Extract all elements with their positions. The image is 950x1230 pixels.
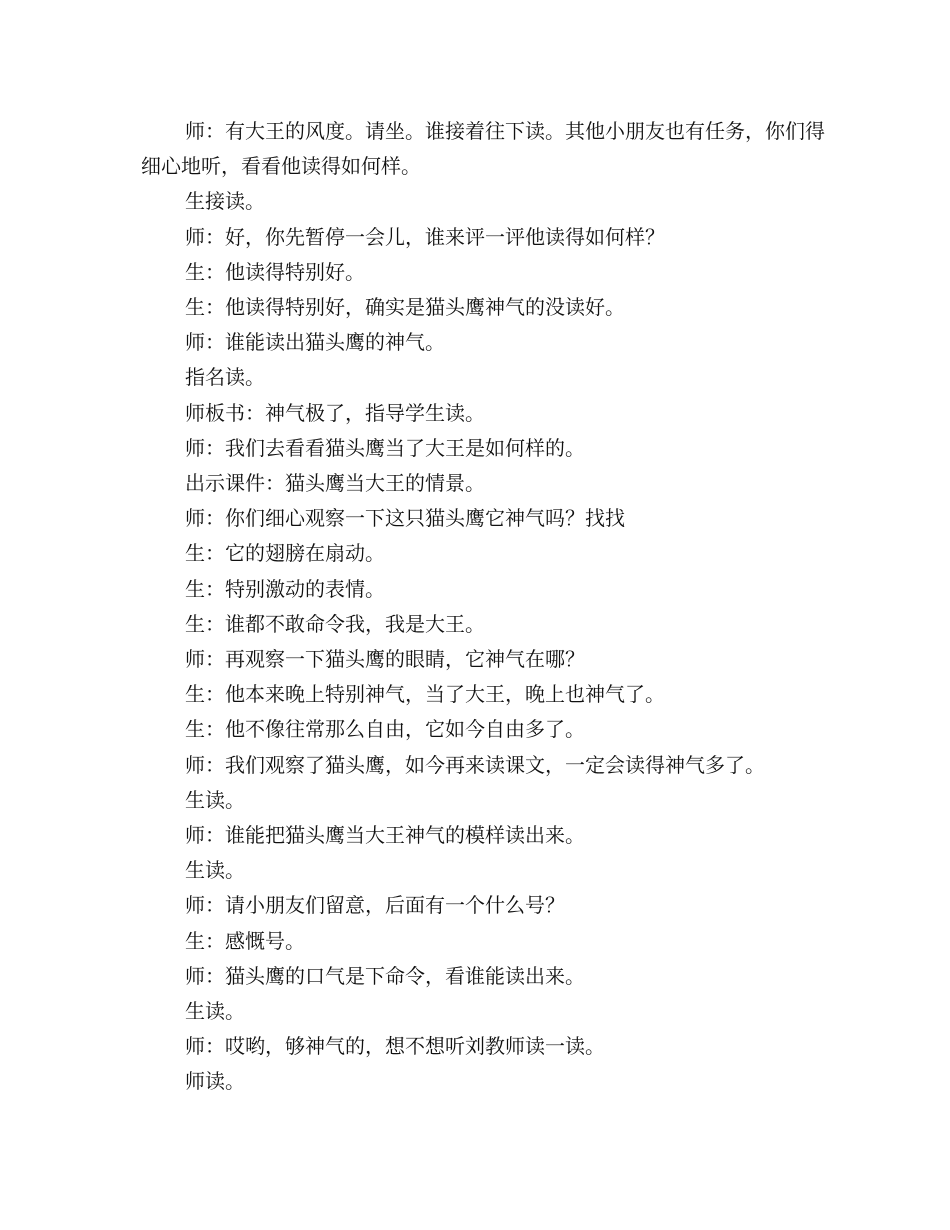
paragraph: 师：请小朋友们留意，后面有一个什么号？ [185, 893, 565, 918]
paragraph: 师：有大王的风度。请坐。谁接着往下读。其他小朋友也有任务，你们得细心地听，看看他读得如何样。 [141, 119, 825, 179]
paragraph: 师板书：神气极了，指导学生读。 [185, 400, 485, 425]
paragraph: 生：他读得特别好，确实是猫头鹰神气的没读好。 [185, 295, 625, 320]
paragraph: 生读。 [185, 858, 245, 883]
paragraph: 生：特别激动的表情。 [185, 576, 385, 601]
paragraph: 生：他不像往常那么自由，它如今自由多了。 [185, 717, 585, 742]
document-body [141, 114, 841, 1100]
paragraph: 生读。 [185, 787, 245, 812]
paragraph: 师：我们观察了猫头鹰，如今再来读课文，一定会读得神气多了。 [185, 752, 765, 777]
paragraph: 师：你们细心观察一下这只猫头鹰它神气吗？找找 [185, 506, 625, 531]
paragraph: 师：哎哟，够神气的，想不想听刘教师读一读。 [185, 1034, 605, 1059]
paragraph: 师：谁能读出猫头鹰的神气。 [185, 330, 445, 355]
paragraph: 师：好，你先暂停一会儿，谁来评一评他读得如何样？ [185, 224, 665, 249]
paragraph: 出示课件：猫头鹰当大王的情景。 [185, 471, 485, 496]
paragraph: 指名读。 [185, 365, 265, 390]
paragraph: 生：他本来晚上特别神气，当了大王，晚上也神气了。 [185, 682, 665, 707]
paragraph: 师：谁能把猫头鹰当大王神气的模样读出来。 [185, 823, 585, 848]
paragraph: 生读。 [185, 999, 245, 1024]
paragraph: 师：再观察一下猫头鹰的眼睛，它神气在哪？ [185, 647, 585, 672]
paragraph: 生：感慨号。 [185, 928, 305, 953]
paragraph: 师读。 [185, 1069, 245, 1094]
paragraph: 师：我们去看看猫头鹰当了大王是如何样的。 [185, 435, 585, 460]
paragraph: 师：猫头鹰的口气是下命令，看谁能读出来。 [185, 963, 585, 988]
paragraph: 生接读。 [185, 189, 265, 214]
paragraph: 生：谁都不敢命令我，我是大王。 [185, 611, 485, 636]
paragraph: 生：他读得特别好。 [185, 259, 365, 284]
paragraph: 生：它的翅膀在扇动。 [185, 541, 385, 566]
